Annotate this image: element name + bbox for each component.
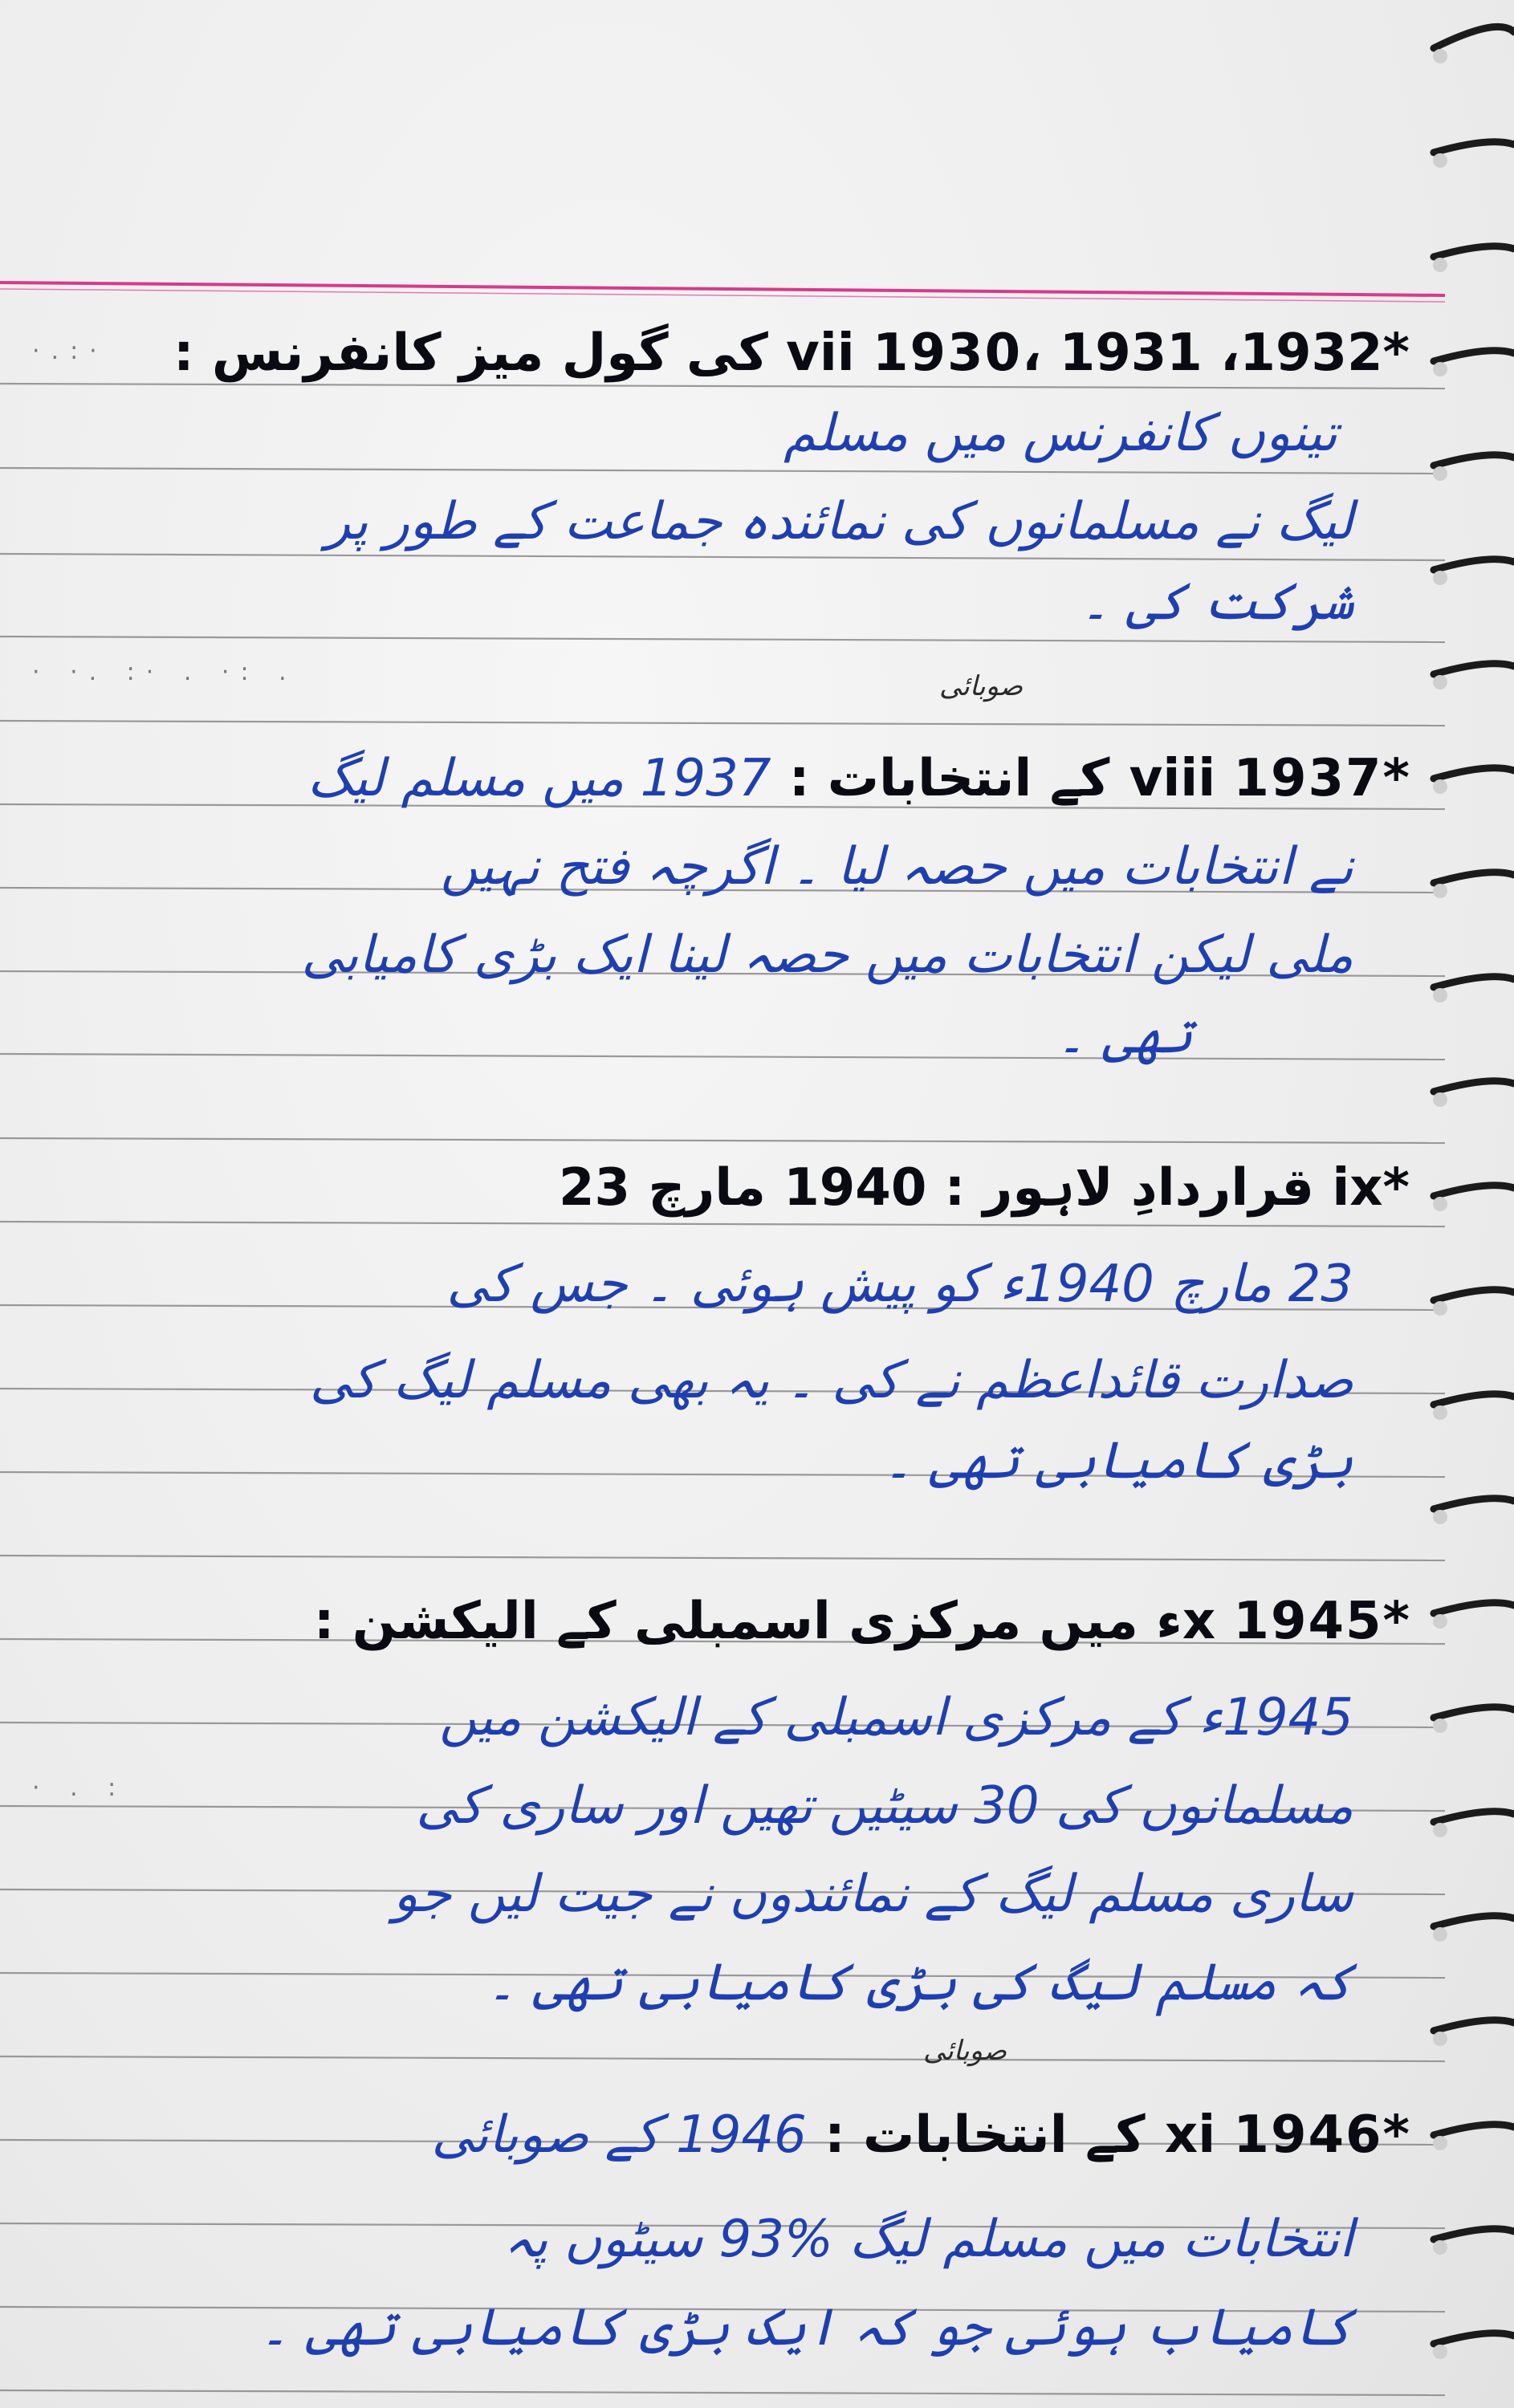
heading-prefix: قراردادِ لاہور : 1940 مارچ 23 [558, 1158, 1315, 1218]
section-heading [314, 1589, 1410, 1653]
body-line: صدارت قائداعظم نے کی ۔ یہ بھی مسلم لیگ کی [309, 1351, 1353, 1410]
heading-title: مرکزی اسمبلی کے الیکشن : [313, 1592, 1022, 1651]
body-line: 23 مارچ 1940ء کو پیش ہوئی ۔ جس کی [446, 1255, 1353, 1314]
section-marker: *ix [1332, 1158, 1410, 1218]
section-marker: *viii [1129, 749, 1410, 808]
heading-title: گول میز کانفرنس : [173, 323, 669, 383]
heading-title: انتخابات : [824, 2105, 1068, 2165]
heading-prefix: 1946 کے [1085, 2105, 1383, 2165]
heading-tail: 1937 میں مسلم لیگ [307, 749, 771, 808]
insertion-note: صوبائی [939, 670, 1024, 702]
section-heading [559, 1156, 1410, 1220]
section-marker: *xi [1164, 2105, 1410, 2165]
section-heading [307, 746, 1410, 811]
body-line: ملی لیکن انتخابات میں حصہ لینا ایک بڑی کامیابی [301, 925, 1353, 985]
body-line: کامیاب ہوئی جو کہ ایک بڑی کامیابی تھی ۔ [259, 2298, 1353, 2357]
heading-prefix: 1930، 1931 ،1932 کی [686, 323, 1383, 383]
body-line: مسلمانوں کی 30 سیٹیں تھیں اور ساری کی [416, 1776, 1353, 1836]
body-line: شرکت کی ۔ [1080, 572, 1353, 632]
body-line: تینوں کانفرنس میں مسلم [783, 404, 1337, 463]
heading-title: انتخابات : [788, 749, 1032, 808]
body-line: تھی ۔ [1056, 1006, 1193, 1065]
body-line: نے انتخابات میں حصہ لیا ۔ اگرچہ فتح نہیں [440, 837, 1353, 897]
section-marker: *x [1182, 1592, 1410, 1651]
body-line: انتخابات میں مسلم لیگ %93 سیٹوں پہ [503, 2210, 1353, 2269]
spiral-binding [1402, 0, 1514, 2408]
insertion-note: صوبائی [923, 2035, 1007, 2067]
heading-prefix: 1945ء میں [1039, 1592, 1383, 1651]
body-line: 1945ء کے مرکزی اسمبلی کے الیکشن میں [439, 1688, 1353, 1747]
body-line: کہ مسلم لیگ کی بڑی کامیابی تھی ۔ [486, 1953, 1353, 2012]
speckles: · . : [32, 1774, 128, 1802]
section-marker: *vii [786, 323, 1410, 383]
speckles: · ·. :· . ·: . [32, 658, 298, 686]
speckles: ·.:· [32, 337, 108, 365]
heading-prefix: 1937 کے [1049, 749, 1383, 808]
body-line: لیگ نے مسلمانوں کی نمائندہ جماعت کے طور پر [325, 492, 1353, 551]
section-heading [173, 321, 1410, 385]
heading-tail: 1946 کے صوبائی [431, 2105, 807, 2165]
body-line: ساری مسلم لیگ کے نمائندوں نے جیت لیں جو [393, 1865, 1353, 1924]
section-heading [431, 2103, 1410, 2167]
body-line: بڑی کامیابی تھی ۔ [882, 1431, 1353, 1491]
